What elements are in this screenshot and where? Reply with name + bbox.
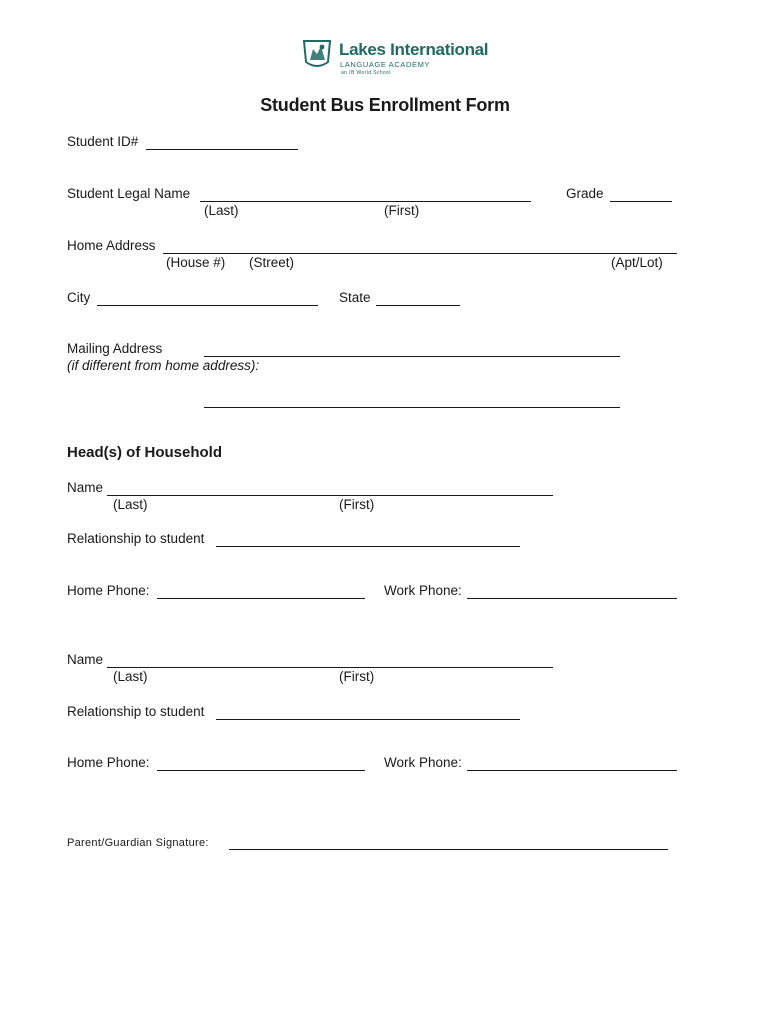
student-id-field[interactable] <box>146 149 298 150</box>
legal-name-field[interactable] <box>200 201 531 202</box>
home-address-field[interactable] <box>163 253 677 254</box>
school-crest-icon <box>301 38 333 72</box>
apt-lot-hint: (Apt/Lot) <box>611 255 663 270</box>
household-1-first-hint: (First) <box>339 497 375 512</box>
household-1-work-phone-field[interactable] <box>467 598 677 599</box>
household-2-work-phone-field[interactable] <box>467 770 677 771</box>
household-1-name-field[interactable] <box>107 495 553 496</box>
household-1-work-phone-label: Work Phone: <box>384 583 462 598</box>
household-1-home-phone-label: Home Phone: <box>67 583 150 598</box>
signature-label: Parent/Guardian Signature: <box>67 837 209 849</box>
street-hint: (Street) <box>249 255 295 270</box>
mailing-address-field-2[interactable] <box>204 407 620 408</box>
state-field[interactable] <box>376 305 460 306</box>
city-field[interactable] <box>97 305 318 306</box>
signature-field[interactable] <box>229 849 668 850</box>
household-2-relationship-field[interactable] <box>216 719 520 720</box>
logo-subtitle: LANGUAGE ACADEMY <box>340 60 431 69</box>
form-title: Student Bus Enrollment Form <box>260 95 510 115</box>
mailing-address-field-1[interactable] <box>204 356 620 357</box>
household-1-relationship-label: Relationship to student <box>67 531 205 546</box>
mailing-address-note: (if different from home address): <box>67 358 260 373</box>
household-2-home-phone-label: Home Phone: <box>67 755 150 770</box>
student-id-label: Student ID# <box>67 134 139 149</box>
household-1-relationship-field[interactable] <box>216 546 520 547</box>
city-label: City <box>67 290 91 305</box>
state-label: State <box>339 290 371 305</box>
household-2-relationship-label: Relationship to student <box>67 704 205 719</box>
logo-name: Lakes International <box>339 40 489 59</box>
house-number-hint: (House #) <box>166 255 226 270</box>
household-2-home-phone-field[interactable] <box>157 770 365 771</box>
household-1-last-hint: (Last) <box>113 497 148 512</box>
logo-tagline: an IB World School <box>341 70 391 76</box>
legal-name-last-hint: (Last) <box>204 203 239 218</box>
grade-field[interactable] <box>610 201 672 202</box>
grade-label: Grade <box>566 186 604 201</box>
legal-name-first-hint: (First) <box>384 203 420 218</box>
legal-name-label: Student Legal Name <box>67 186 191 201</box>
household-2-name-label: Name <box>67 652 104 667</box>
mailing-address-label: Mailing Address <box>67 341 163 356</box>
household-1-name-label: Name <box>67 480 104 495</box>
household-heading: Head(s) of Household <box>67 444 223 461</box>
home-address-label: Home Address <box>67 238 156 253</box>
household-1-home-phone-field[interactable] <box>157 598 365 599</box>
household-2-last-hint: (Last) <box>113 669 148 684</box>
household-2-first-hint: (First) <box>339 669 375 684</box>
household-2-work-phone-label: Work Phone: <box>384 755 462 770</box>
household-2-name-field[interactable] <box>107 667 553 668</box>
